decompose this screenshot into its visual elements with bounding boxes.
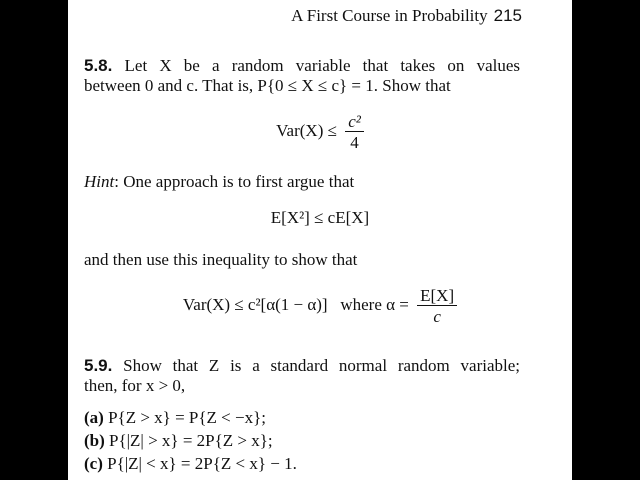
textbook-page	[68, 0, 572, 480]
fraction-c2-over-4	[345, 112, 364, 152]
problem-5-9-text1: Show that Z is a standard normal random variable;	[123, 356, 520, 375]
fraction-numerator: E[X]	[417, 286, 457, 306]
equation-var-lhs: Var(X) ≤	[276, 120, 337, 140]
problem-5-8-text1: Let X be a random variable that takes on values	[124, 56, 521, 75]
problem-5-8-line2: between 0 and c. That is, P{0 ≤ X ≤ c} = 1. Show that	[84, 76, 451, 95]
equation-expectation: E[X²] ≤ cE[X]	[270, 208, 370, 227]
problem-5-9-line2: then, for x > 0,	[84, 376, 186, 395]
book-title: A First Course in Probability	[291, 6, 488, 25]
problem-5-8-line1	[84, 56, 520, 76]
item-label: (c)	[84, 454, 103, 473]
problem-5-9-line1	[84, 356, 520, 376]
list-item	[84, 408, 520, 428]
item-text: P{|Z| < x} = 2P{Z < x} − 1.	[107, 454, 297, 473]
problem-5-9-label: 5.9.	[84, 356, 113, 375]
then-use-line: and then use this inequality to show that	[84, 250, 358, 269]
fraction-ex-over-c	[417, 286, 457, 326]
item-text: P{|Z| > x} = 2P{Z > x};	[109, 431, 273, 450]
fraction-denominator: 4	[350, 133, 359, 152]
equation-var-alpha	[68, 286, 572, 326]
running-header	[291, 6, 522, 26]
problem-5-8-label: 5.8.	[84, 56, 113, 75]
equation-where: where α =	[340, 294, 409, 314]
item-text: P{Z > x} = P{Z < −x};	[108, 408, 266, 427]
hint-text: : One approach is to first argue that	[114, 172, 355, 191]
list-item	[84, 454, 520, 474]
item-label: (b)	[84, 431, 105, 450]
page-number: 215	[493, 6, 522, 25]
list-item	[84, 431, 520, 451]
item-label: (a)	[84, 408, 104, 427]
equation-alpha-lhs: Var(X) ≤ c²[α(1 − α)]	[182, 294, 328, 314]
fraction-numerator: c²	[345, 112, 364, 132]
fraction-denominator: c	[433, 307, 441, 326]
equation-var-bound	[68, 112, 572, 152]
hint-label: Hint	[84, 172, 115, 191]
hint-line	[84, 172, 520, 192]
